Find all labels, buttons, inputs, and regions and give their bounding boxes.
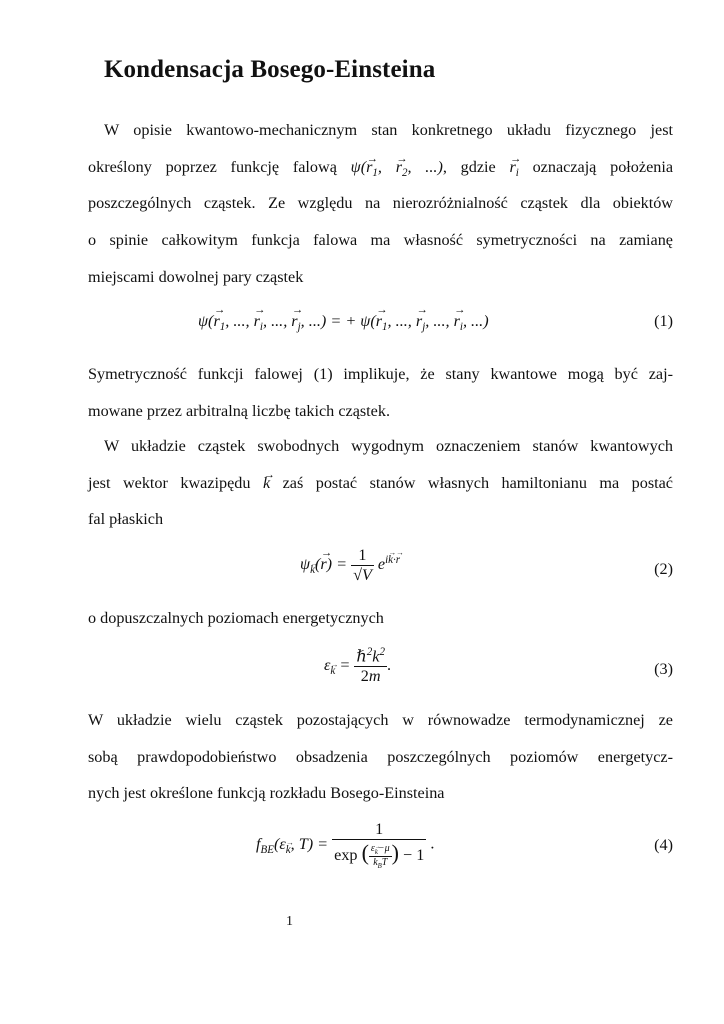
equation-4 <box>88 820 673 876</box>
paper-page <box>88 0 673 1024</box>
paragraph-line: mowane przez arbitralną liczbę takich cząstek. <box>88 401 390 420</box>
equation-number: (1) <box>654 312 673 330</box>
paragraph-line: fal płaskich <box>88 510 164 529</box>
paragraph-line: nych jest określone funkcją rozkładu Bosego-Einsteina <box>88 784 445 803</box>
equation-2 <box>88 546 673 592</box>
paragraph-intro <box>88 112 673 295</box>
equation-number: (2) <box>654 560 673 578</box>
equation-body: ε→ $_k$ = $\frac{\hbar^2k^2}{2m}$ . <box>324 646 391 686</box>
equation-body: ψ→ $_k$(→ r) = $\frac{1}{√V}$ $e^{i\to k\cdot\to r}$ <box>300 546 400 585</box>
paragraph-symmetry <box>88 356 673 429</box>
paragraph-line: W układzie wielu cząstek pozostających w równowadze termodynamicznej ze <box>88 711 673 729</box>
equation-number: (3) <box>654 660 673 678</box>
paragraph-line: określony poprzez funkcję falową $\psi(\to r_1$, → $r_2$, ...), gdzie → $r_i$ oznaczają położenia <box>88 149 673 186</box>
equation-number: (4) <box>654 836 673 854</box>
inline-math-k: → k <box>263 474 270 492</box>
paragraph-line: miejscami dowolnej pary cząstek <box>88 267 304 286</box>
equation-body: $f_{BE}(\varepsilon\to _k$, T) = 1 exp ( $\frac{\varepsilon\to _k-\mu}{k_BT}$ ) − 1 . <box>256 820 434 870</box>
equation-3 <box>88 646 673 692</box>
paragraph-line: o dopuszczalnych poziomach energetycznych <box>88 609 384 627</box>
paragraph-line: W opisie kwantowo-mechanicznym stan konkretnego układu fizycznego jest <box>104 121 673 139</box>
page-number: 1 <box>286 914 293 929</box>
paragraph-bose-einstein <box>88 702 673 812</box>
paragraph-line: jest wektor kwazipędu → k zaś postać stanów własnych hamiltonianu ma postać <box>88 465 673 502</box>
paragraph-line: Symetryczność funkcji falowej (1) implikuje, że stany kwantowe mogą być zaj- <box>88 365 673 383</box>
paragraph-line: W układzie cząstek swobodnych wygodnym oznaczeniem stanów kwantowych <box>104 437 673 455</box>
inline-math-ri: → $r_i$ <box>509 158 518 176</box>
inline-math-wavefunction: $\psi(\to r_1$, → $r_2$, ...) <box>351 158 443 176</box>
paragraph-free-particles <box>88 428 673 538</box>
paragraph-energy-levels <box>88 600 673 637</box>
paragraph-line: poszczególnych cząstek. Ze względu na nierozróżnialność cząstek dla obiektów <box>88 194 673 213</box>
section-title: Kondensacja Bosego-Einsteina <box>104 56 436 83</box>
equation-body: $\psi(\to r_1$, ..., → $r_i$, ..., → $r_j$, ...) = + $\psi(\to r_1$, ..., → $r_j$, ..., → $r_i$, ...) <box>198 312 489 333</box>
paragraph-line: sobą prawdopodobieństwo obsadzenia poszczególnych poziomów energetycz- <box>88 747 673 766</box>
paragraph-line: o spinie całkowitym funkcja falowa ma własność symetryczności na zamianę <box>88 231 673 250</box>
